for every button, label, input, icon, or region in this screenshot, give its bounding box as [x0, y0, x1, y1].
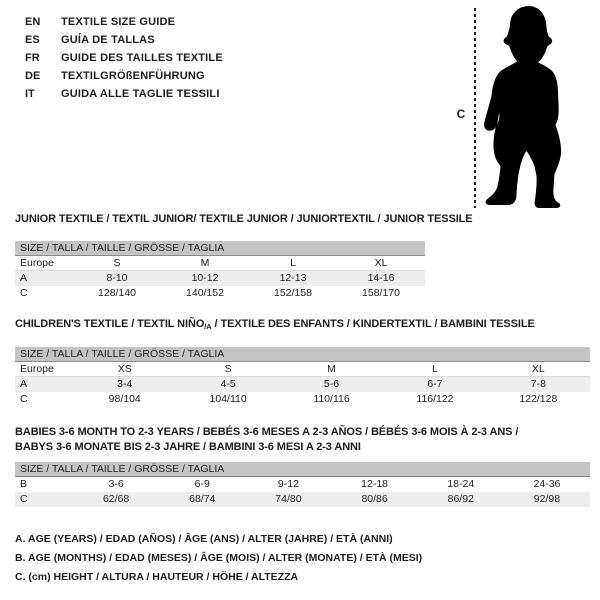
height-measure-line	[474, 8, 476, 208]
size-cell: 8-10	[106, 272, 128, 284]
size-cell: 5-6	[323, 378, 340, 390]
table-row-age	[15, 377, 590, 392]
language-code: DE	[25, 70, 41, 82]
size-cell: 116/122	[416, 393, 454, 405]
size-cell: 10-12	[191, 272, 219, 284]
language-code: IT	[25, 88, 35, 100]
row-label: Europe	[20, 257, 54, 269]
row-label: Europe	[20, 363, 54, 375]
size-cell: 92/98	[533, 493, 561, 505]
table-row-height	[15, 392, 590, 407]
size-cell: 98/104	[108, 393, 141, 405]
size-cell: XS	[117, 363, 132, 375]
size-cell: 4-5	[220, 378, 236, 390]
language-title: GUÍA DE TALLAS	[61, 34, 155, 46]
language-row-en	[25, 13, 223, 31]
size-header-bar: SIZE / TALLA / TAILLE / GRÖSSE / TAGLIA	[15, 347, 590, 362]
size-cell: L	[432, 363, 438, 375]
junior-section-title: JUNIOR TEXTILE / TEXTIL JUNIOR/ TEXTILE JUNIOR / JUNIORTEXTIL / JUNIOR TESSILE	[15, 213, 473, 225]
children-title-subscript: /A	[204, 322, 212, 331]
row-label: A	[20, 272, 28, 284]
size-cell: XL	[374, 257, 388, 269]
size-cell: 122/128	[519, 393, 558, 405]
size-cell: XL	[531, 363, 545, 375]
size-cell: 6-9	[194, 478, 210, 490]
table-row-europe	[15, 362, 590, 377]
language-code: ES	[25, 34, 40, 46]
size-cell: 14-16	[367, 272, 395, 284]
row-label: C	[20, 393, 28, 405]
size-cell: 6-7	[427, 378, 443, 390]
junior-size-table	[15, 241, 425, 301]
footnote-b: B. AGE (MONTHS) / EDAD (MESES) / ÂGE (MOIS) / ALTER (MONATE) / ETÀ (MESI)	[15, 552, 423, 564]
size-header-bar: SIZE / TALLA / TAILLE / GRÖSSE / TAGLIA	[15, 462, 590, 477]
children-title-prefix: CHILDREN'S TEXTILE / TEXTIL NIÑO	[15, 318, 205, 330]
table-row-age	[15, 271, 425, 286]
table-row-europe	[15, 256, 425, 271]
table-row-months	[15, 477, 590, 492]
size-cell: 7-8	[530, 378, 546, 390]
size-cell: 3-4	[117, 378, 133, 390]
table-row-height	[15, 492, 590, 507]
language-title: TEXTILGRÖßENFÜHRUNG	[61, 70, 205, 82]
size-cell: 12-18	[361, 478, 389, 490]
size-cell: M	[327, 363, 336, 375]
footnotes	[15, 530, 422, 587]
babies-section-title	[15, 425, 590, 455]
language-code: FR	[25, 52, 40, 64]
babies-title-line1: BABIES 3-6 MONTH TO 2-3 YEARS / BEBÉS 3-6 MESES A 2-3 AÑOS / BÉBÉS 3-6 MOIS À 2-3 ANS /	[15, 426, 519, 438]
size-cell: 62/68	[102, 493, 130, 505]
size-cell: 9-12	[277, 478, 299, 490]
size-cell: 18-24	[447, 478, 475, 490]
children-section-title	[15, 318, 535, 331]
size-cell: 140/152	[186, 287, 224, 299]
size-cell: M	[200, 257, 210, 269]
height-label: C	[456, 107, 466, 121]
size-cell: 80/86	[361, 493, 388, 505]
language-row-es	[25, 31, 223, 49]
children-title-suffix: / TEXTILE DES ENFANTS / KINDERTEXTIL / BAMBINI TESSILE	[211, 318, 535, 330]
size-cell: 74/80	[275, 493, 302, 505]
footnote-c: C. (cm) HEIGHT / ALTURA / HAUTEUR / HÖHE / ALTEZZA	[15, 571, 299, 583]
size-cell: 110/116	[313, 393, 350, 405]
language-title: GUIDA ALLE TAGLIE TESSILI	[61, 88, 220, 100]
children-size-table	[15, 347, 590, 407]
size-cell: L	[290, 257, 296, 269]
babies-title-line2: BABYS 3-6 MONATE BIS 2-3 JAHRE / BAMBINI 3-6 MESI A 2-3 ANNI	[15, 441, 361, 453]
language-row-it	[25, 85, 223, 103]
language-row-fr	[25, 49, 223, 67]
footnote-a: A. AGE (YEARS) / EDAD (AÑOS) / ÂGE (ANS) / ALTER (JAHRE) / ETÀ (ANNI)	[15, 533, 393, 545]
size-cell: 104/110	[209, 393, 247, 405]
language-code: EN	[25, 16, 41, 28]
size-cell: 128/140	[98, 287, 136, 299]
size-cell: 86/92	[447, 493, 474, 505]
size-cell: 152/158	[274, 287, 312, 299]
language-title: GUIDE DES TAILLES TEXTILE	[61, 52, 223, 64]
language-row-de	[25, 67, 223, 85]
row-label: C	[20, 287, 28, 299]
language-header	[25, 13, 223, 103]
babies-size-table	[15, 462, 590, 507]
row-label: B	[20, 478, 28, 490]
size-cell: 68/74	[189, 493, 216, 505]
size-cell: 158/170	[362, 287, 400, 299]
table-row-height	[15, 286, 425, 301]
size-cell: 24-36	[533, 478, 561, 490]
size-cell: S	[224, 363, 232, 375]
row-label: C	[20, 493, 28, 505]
size-cell: S	[113, 257, 121, 269]
language-title: TEXTILE SIZE GUIDE	[61, 16, 176, 28]
row-label: A	[20, 378, 28, 390]
baby-silhouette-icon	[477, 4, 572, 209]
size-cell: 3-6	[108, 478, 124, 490]
size-cell: 12-13	[279, 272, 307, 284]
size-header-bar: SIZE / TALLA / TAILLE / GRÖSSE / TAGLIA	[15, 241, 425, 256]
